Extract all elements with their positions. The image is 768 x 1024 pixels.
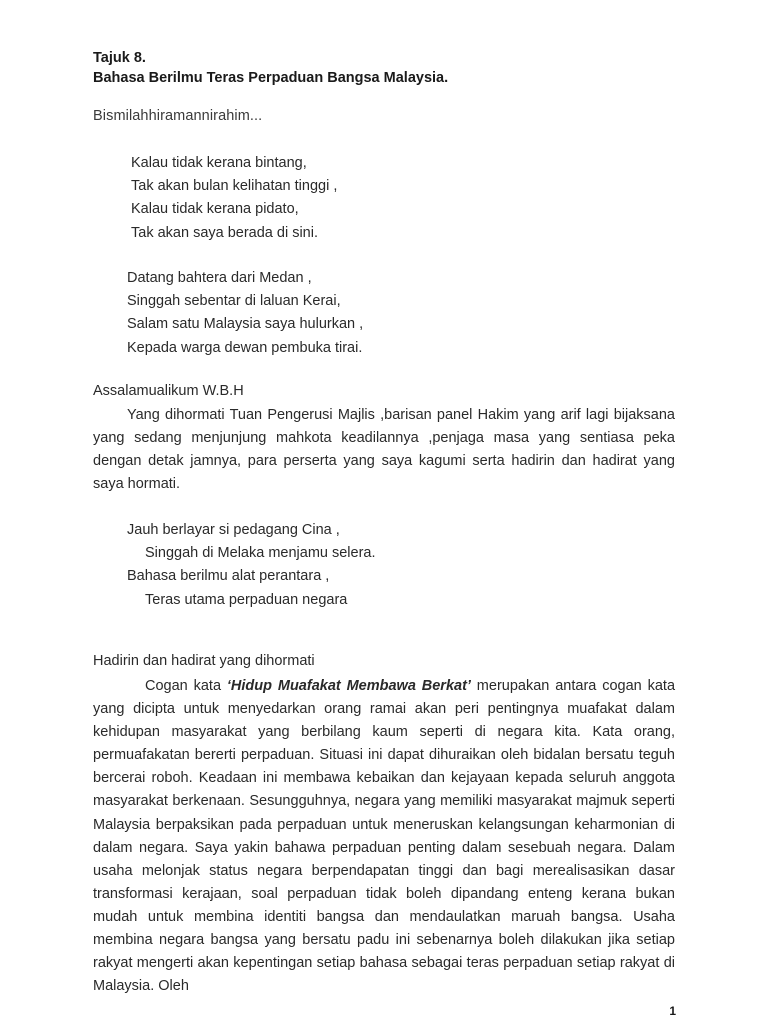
title-number: Tajuk 8. bbox=[93, 50, 146, 66]
pantun-line: Singgah di Melaka menjamu selera. bbox=[145, 545, 376, 562]
pantun-line: Teras utama perpaduan negara bbox=[145, 591, 348, 608]
document-title bbox=[93, 48, 448, 88]
motto-quote: ‘Hidup Muafakat Membawa Berkat’ bbox=[226, 678, 471, 694]
pantun-line: Kalau tidak kerana bintang, bbox=[131, 155, 307, 171]
pantun-line: Tak akan bulan kelihatan tinggi , bbox=[131, 178, 338, 195]
pantun-line: Salam satu Malaysia saya hulurkan , bbox=[127, 316, 364, 333]
pantun-line: Datang bahtera dari Medan , bbox=[127, 270, 312, 286]
pantun-line: Kepada warga dewan pembuka tirai. bbox=[127, 339, 363, 356]
paragraph-lead: Cogan kata bbox=[145, 678, 227, 694]
paragraph-rest: merupakan antara cogan kata yang dicipta untuk menyedarkan orang ramai akan peri pentingnya muafakat dalam kehidupan masyarakat yang berbilang kaum seperti di negara kita. Kata orang, permuafakatan bererti perpaduan. Situasi ini dapat dihuraikan oleh bidalan bersatu teguh bercerai roboh. Keadaan ini membawa kebaikan dan kejayaan kepada seluruh anggota masyarakat berkenaan. Sesungguhnya, negara yang memiliki masyarakat majmuk seperti Malaysia berpaksikan pada perpaduan untuk meneruskan kelangsungan keharmonian di dalam negara. Saya yakin bahawa perpaduan penting dalam sesebuah negara. Dalam usaha melonjak status negara berpendapatan tinggi dan bagi merealisasikan dasar transformasi kerajaan, soal perpaduan tidak boleh dipandang enteng kerana bukan mudah untuk membina identiti bangsa dan mendaulatkan maruah bangsa. Usaha membina negara bangsa yang bersatu padu ini sebenarnya boleh dilakukan jika setiap rakyat mengerti akan kepentingan setiap bahasa sebagai teras perpaduan setiap rakyat di Malaysia. Oleh bbox=[93, 678, 676, 995]
pantun-stanza-2 bbox=[127, 267, 363, 360]
pantun-line: Singgah sebentar di laluan Kerai, bbox=[127, 293, 341, 310]
pantun-stanza-3 bbox=[127, 519, 376, 612]
opening-line: Bismilahhiramannirahim... bbox=[93, 108, 263, 124]
title-text: Bahasa Berilmu Teras Perpaduan Bangsa Malaysia. bbox=[93, 70, 449, 86]
greeting: Assalamualikum W.B.H bbox=[93, 383, 244, 399]
pantun-line: Bahasa berilmu alat perantara , bbox=[127, 568, 330, 585]
page-number: 1 bbox=[669, 1004, 676, 1018]
section-salutation: Hadirin dan hadirat yang dihormati bbox=[93, 653, 315, 669]
pantun-line: Jauh berlayar si pedagang Cina , bbox=[127, 522, 340, 538]
paragraph-salutation: Yang dihormati Tuan Pengerusi Majlis ,barisan panel Hakim yang arif lagi bijaksana yang sedang menjunjung mahkota keadilannya ,penjaga masa yang sentiasa peka dengan detak jamnya, para perserta yang saya kagumi serta hadirin dan hadirat yang saya hormati. bbox=[93, 407, 675, 493]
pantun-line: Tak akan saya berada di sini. bbox=[131, 224, 318, 241]
pantun-line: Kalau tidak kerana pidato, bbox=[131, 201, 299, 218]
pantun-stanza-1 bbox=[131, 152, 337, 245]
paragraph-body bbox=[93, 675, 675, 998]
